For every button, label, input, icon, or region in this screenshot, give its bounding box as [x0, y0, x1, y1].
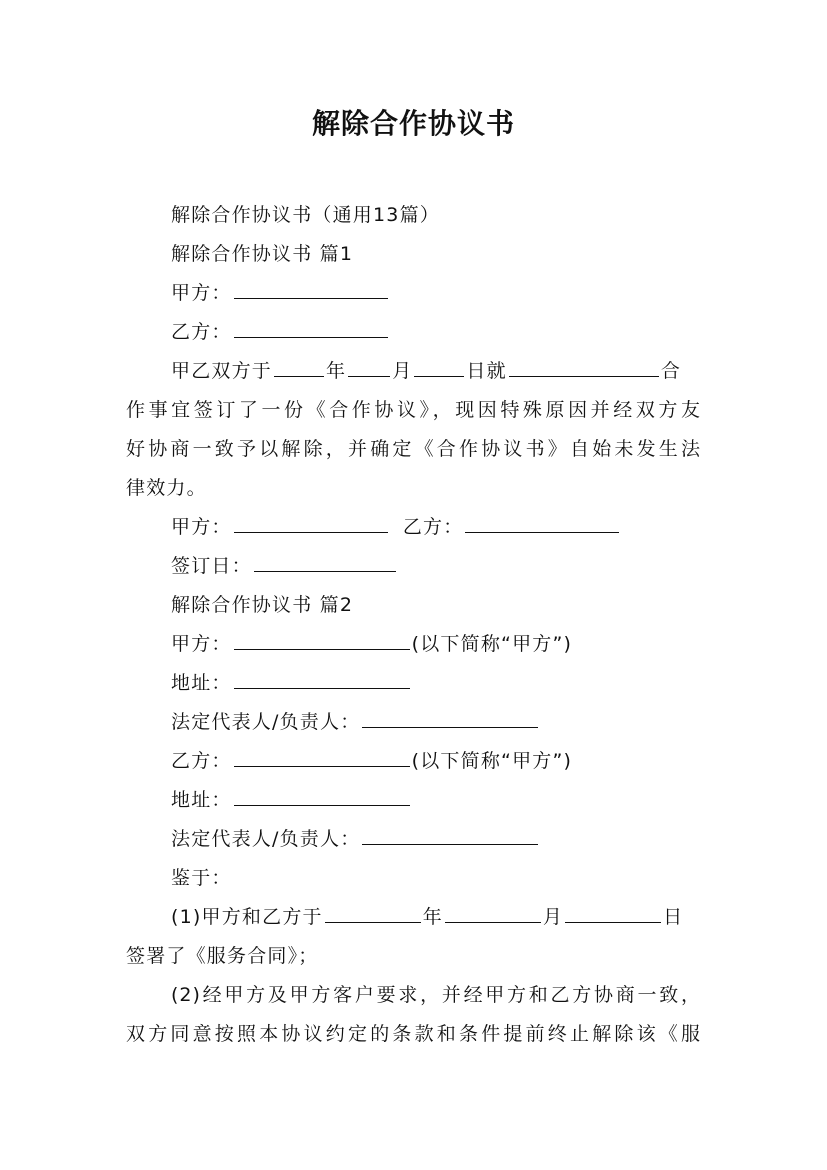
clause-line: 双方同意按照本协议约定的条款和条件提前终止解除该《服 [126, 1023, 701, 1045]
party-a-blank [234, 632, 410, 650]
party-a-line [171, 629, 572, 656]
day-blank [565, 905, 661, 923]
text-segment: 甲乙双方于 [171, 360, 273, 382]
paragraph-line [171, 356, 681, 383]
day-blank [414, 359, 464, 377]
whereas-label: 鉴于： [171, 867, 232, 889]
text-segment: 年 [326, 360, 347, 382]
representative-blank [362, 710, 538, 728]
matter-blank [509, 359, 659, 377]
representative-line [171, 824, 540, 851]
party-a-note: (以下简称“甲方”) [411, 633, 573, 655]
sign-b-label: 乙方： [402, 516, 464, 538]
clause-line: 签署了《服务合同》； [126, 945, 319, 967]
sign-b-blank [465, 515, 619, 533]
party-a-line [171, 278, 390, 305]
party-b-label: 乙方： [171, 750, 232, 772]
signature-line [171, 512, 621, 539]
text-segment: 年 [422, 906, 443, 928]
party-a-label: 甲方： [171, 282, 232, 304]
address-line [171, 668, 412, 695]
representative-label: 法定代表人/负责人： [171, 828, 361, 850]
sign-a-label: 甲方： [171, 516, 232, 538]
text-segment: 合 [660, 360, 682, 382]
paragraph-line: 律效力。 [126, 477, 207, 499]
representative-label: 法定代表人/负责人： [171, 711, 361, 733]
text-segment: 日就 [466, 360, 507, 382]
party-b-line [171, 317, 390, 344]
clause-line: (2)经甲方及甲方客户要求，并经甲方和乙方协商一致， [171, 984, 701, 1006]
month-blank [445, 905, 541, 923]
clause-line [171, 902, 683, 929]
sign-date-blank [254, 554, 396, 572]
text-segment: 月 [542, 906, 564, 928]
party-b-note: (以下简称“甲方”) [411, 750, 573, 772]
party-a-label: 甲方： [171, 633, 232, 655]
paragraph-line: 好协商一致予以解除，并确定《合作协议书》自始未发生法 [126, 438, 701, 460]
party-b-line [171, 746, 572, 773]
party-a-blank [234, 281, 388, 299]
party-b-label: 乙方： [171, 321, 232, 343]
year-blank [325, 905, 421, 923]
paragraph-line: 作事宜签订了一份《合作协议》，现因特殊原因并经双方友 [126, 399, 701, 421]
section-heading-1: 解除合作协议书 篇1 [171, 243, 354, 265]
subtitle: 解除合作协议书（通用13篇） [171, 204, 440, 226]
text-segment: (1)甲方和乙方于 [171, 906, 323, 928]
sign-date-label: 签订日： [171, 555, 252, 577]
section-heading-2: 解除合作协议书 篇2 [171, 594, 354, 616]
month-blank [348, 359, 390, 377]
text-segment: 月 [392, 360, 413, 382]
representative-blank [362, 827, 538, 845]
document-title: 解除合作协议书 [311, 107, 515, 140]
party-b-blank [234, 320, 388, 338]
address-label: 地址： [171, 789, 232, 811]
representative-line [171, 707, 540, 734]
sign-a-blank [234, 515, 388, 533]
text-segment: 日 [663, 906, 684, 928]
year-blank [274, 359, 324, 377]
address-label: 地址： [171, 672, 232, 694]
address-blank [234, 671, 410, 689]
sign-date-line [171, 551, 398, 578]
address-blank [234, 788, 410, 806]
address-line [171, 785, 412, 812]
party-b-blank [234, 749, 410, 767]
